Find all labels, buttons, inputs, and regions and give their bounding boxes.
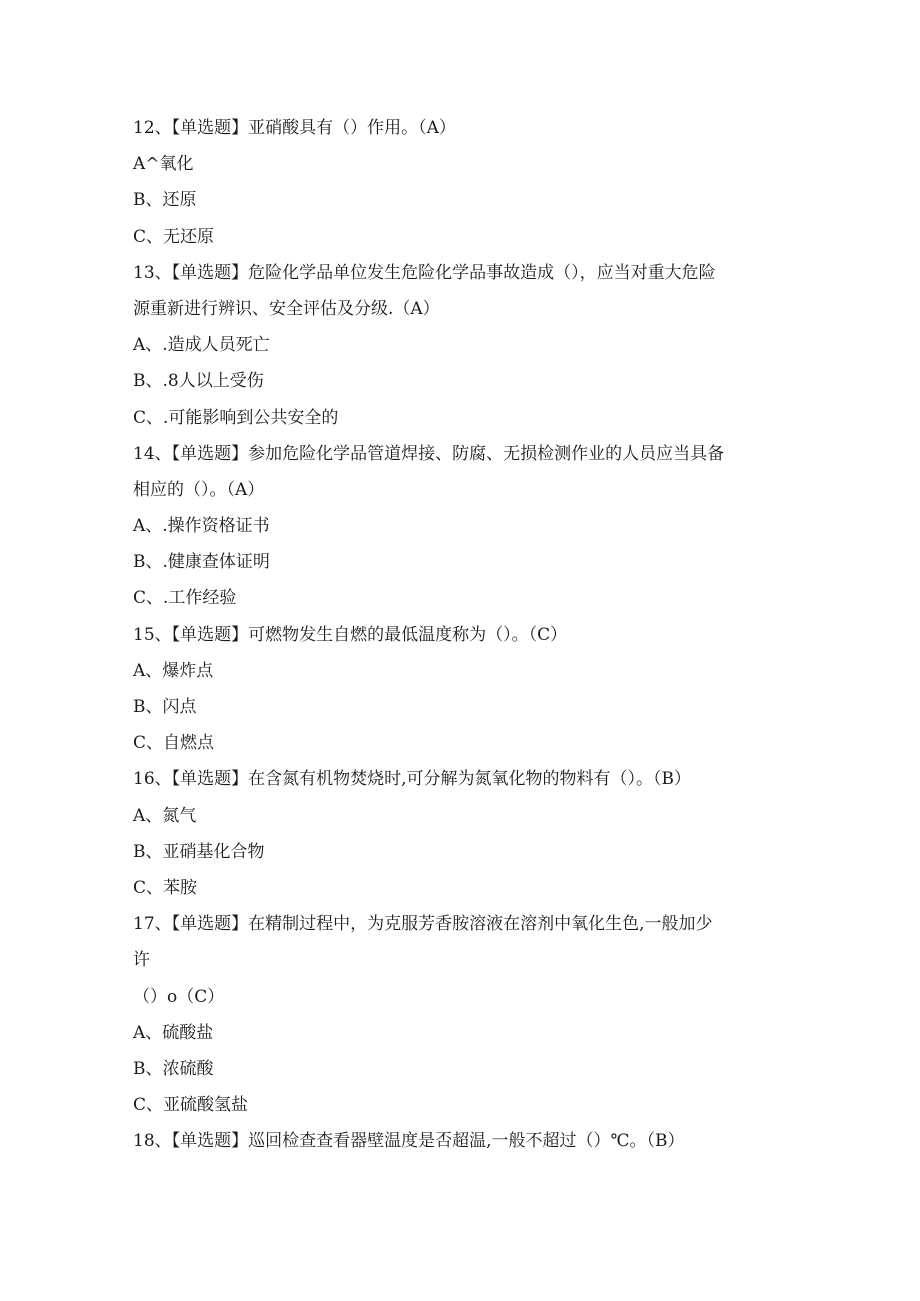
- question-14-option-c: C、.工作经验: [133, 588, 237, 609]
- question-17-stem: 17、【单选题】在精制过程中，为克服芳香胺溶液在溶剂中氧化生色,一般加少: [133, 914, 713, 935]
- question-15-stem: 15、【单选题】可燃物发生自燃的最低温度称为（）。（C）: [133, 624, 568, 645]
- question-13-option-b: B、.8人以上受伤: [133, 371, 264, 392]
- question-13-stem: 13、【单选题】危险化学品单位发生危险化学品事故造成（），应当对重大危险: [133, 262, 716, 283]
- question-17-stem-answer: （）o（C）: [133, 986, 225, 1007]
- question-17-option-a: A、硫酸盐: [133, 1022, 214, 1043]
- question-16-stem: 16、【单选题】在含氮有机物焚烧时,可分解为氮氧化物的物料有（）。（B）: [133, 769, 692, 790]
- question-14-stem: 14、【单选题】参加危险化学品管道焊接、防腐、无损检测作业的人员应当具备: [133, 443, 725, 464]
- question-17-option-c: C、亚硫酸氢盐: [133, 1095, 249, 1116]
- question-17-stem-cont: 许: [133, 950, 150, 971]
- question-12-option-a: A^氧化: [133, 154, 194, 175]
- question-15-option-a: A、爆炸点: [133, 660, 214, 681]
- question-14-option-b: B、.健康查体证明: [133, 552, 270, 573]
- question-14-stem-cont: 相应的（）。（A）: [133, 479, 265, 500]
- question-16-option-b: B、亚硝基化合物: [133, 841, 265, 862]
- question-15-option-c: C、自燃点: [133, 733, 215, 754]
- question-13-option-c: C、.可能影响到公共安全的: [133, 407, 339, 428]
- question-15-option-b: B、闪点: [133, 697, 197, 717]
- question-list: [133, 110, 793, 1159]
- question-12-stem: 12、【单选题】亚硝酸具有（）作用。（A）: [133, 118, 456, 138]
- question-12-option-c: C、无还原: [133, 226, 215, 247]
- question-13-option-a: A、.造成人员死亡: [133, 335, 270, 356]
- question-18-stem: 18、【单选题】巡回检查查看器壁温度是否超温,一般不超过（）℃。（B）: [133, 1131, 685, 1152]
- question-16-option-a: A、氮气: [133, 805, 197, 826]
- question-17-option-b: B、浓硫酸: [133, 1058, 214, 1079]
- question-14-option-a: A、.操作资格证书: [133, 516, 270, 537]
- question-12-option-b: B、还原: [133, 190, 197, 211]
- question-13-stem-cont: 源重新进行辨识、安全评估及分级.（A）: [133, 298, 440, 319]
- question-16-option-c: C、苯胺: [133, 877, 198, 898]
